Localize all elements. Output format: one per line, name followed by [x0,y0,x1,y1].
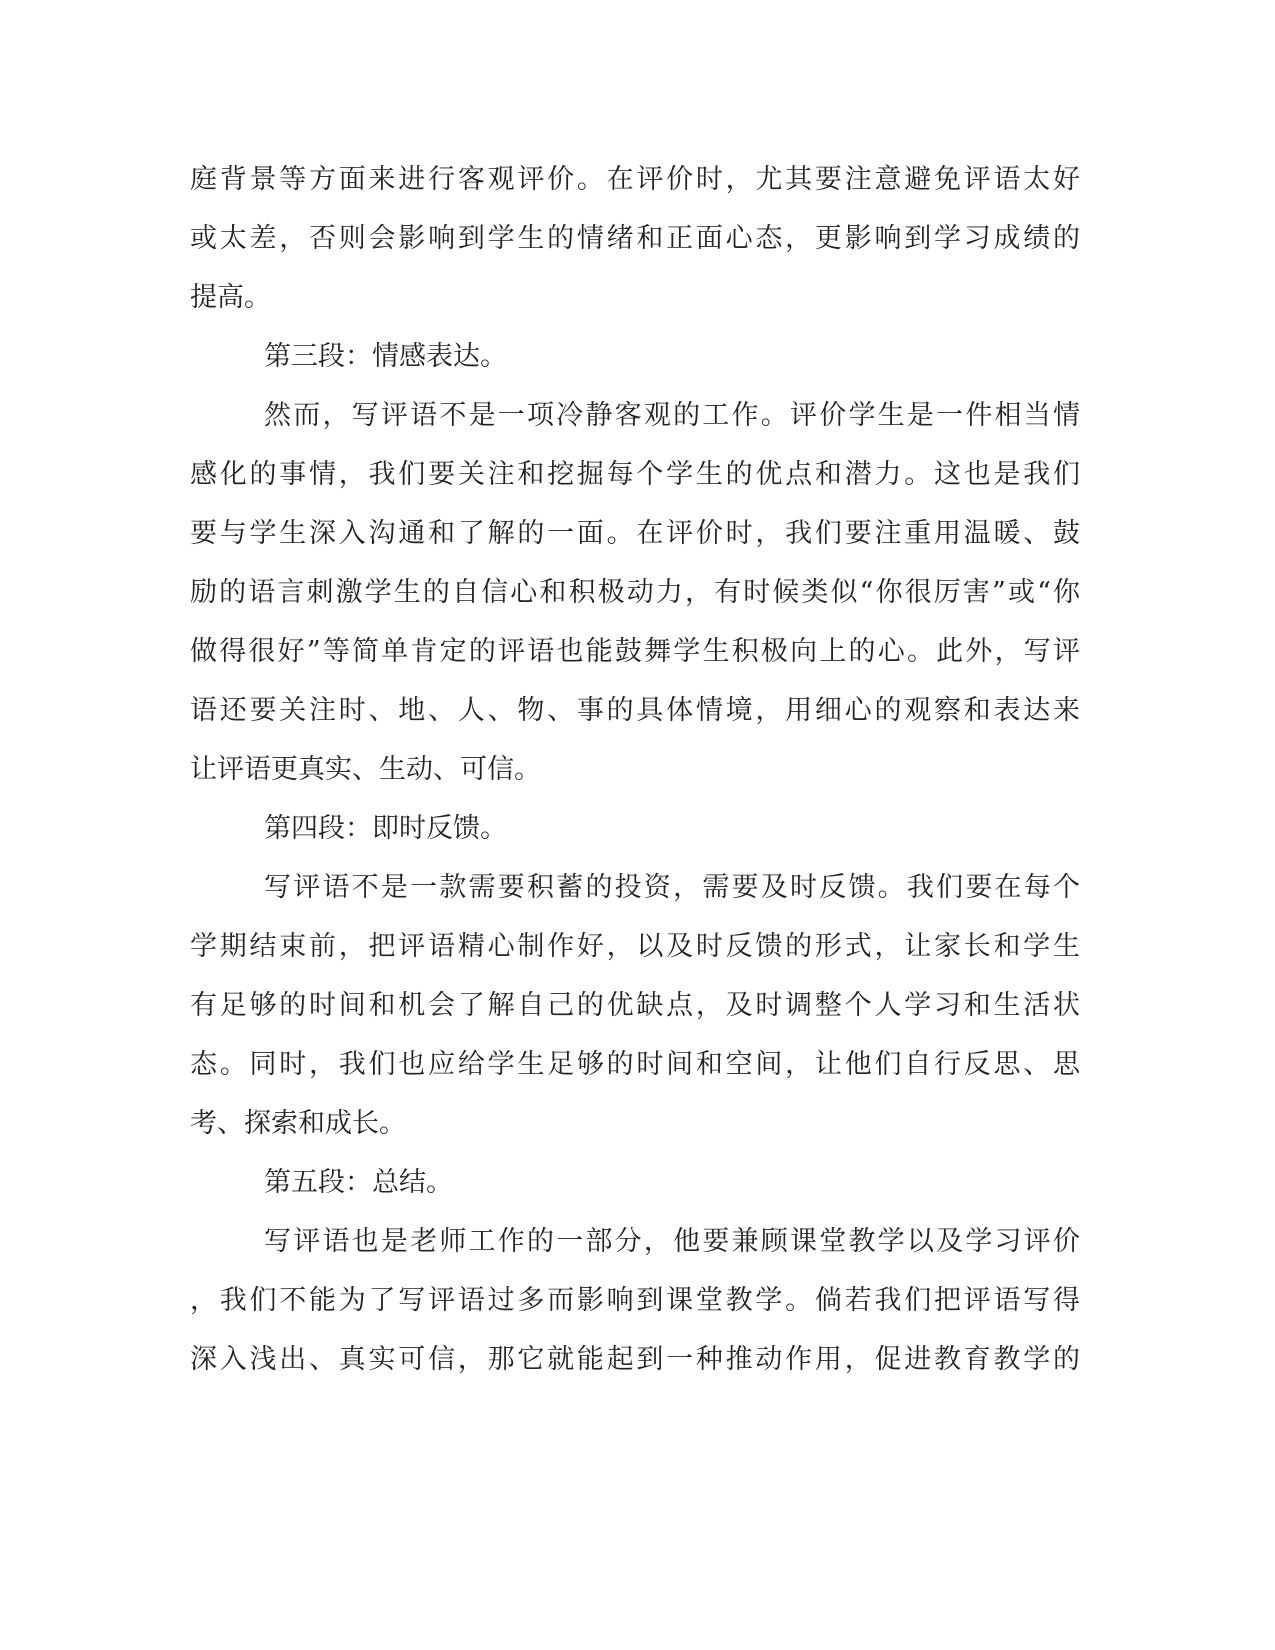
section-heading: 第三段：情感表达。 [264,341,507,372]
text-line: 写评语也是老师工作的一部分，他要兼顾课堂教学以及学习评价 [264,1226,1080,1257]
section-heading: 第五段：总结。 [264,1167,453,1198]
text-line: 提高。 [190,282,271,313]
text-line: 或太差，否则会影响到学生的情绪和正面心态，更影响到学习成绩的 [190,223,1080,254]
text-line: 考、探索和成长。 [190,1108,406,1139]
text-line: 学期结束前，把评语精心制作好，以及时反馈的形式，让家长和学生 [190,931,1080,962]
text-line: 有足够的时间和机会了解自己的优缺点，及时调整个人学习和生活状 [190,990,1080,1021]
text-line: 做得很好”等简单肯定的评语也能鼓舞学生积极向上的心。此外，写评 [190,636,1080,667]
text-line: ，我们不能为了写评语过多而影响到课堂教学。倘若我们把评语写得 [190,1285,1080,1316]
text-line: 态。同时，我们也应给学生足够的时间和空间，让他们自行反思、思 [190,1049,1080,1080]
text-line: 感化的事情，我们要关注和挖掘每个学生的优点和潜力。这也是我们 [190,459,1080,490]
text-line: 要与学生深入沟通和了解的一面。在评价时，我们要注重用温暖、鼓 [190,518,1080,549]
section-heading: 第四段：即时反馈。 [264,813,507,844]
text-line: 励的语言刺激学生的自信心和积极动力，有时候类似“你很厉害”或“你 [190,577,1080,608]
text-line: 然而，写评语不是一项冷静客观的工作。评价学生是一件相当情 [264,400,1080,431]
text-line: 庭背景等方面来进行客观评价。在评价时，尤其要注意避免评语太好 [190,164,1080,195]
text-line: 写评语不是一款需要积蓄的投资，需要及时反馈。我们要在每个 [264,872,1080,903]
text-line: 让评语更真实、生动、可信。 [190,754,541,785]
text-line: 语还要关注时、地、人、物、事的具体情境，用细心的观察和表达来 [190,695,1080,726]
text-line: 深入浅出、真实可信，那它就能起到一种推动作用，促进教育教学的 [190,1344,1080,1375]
